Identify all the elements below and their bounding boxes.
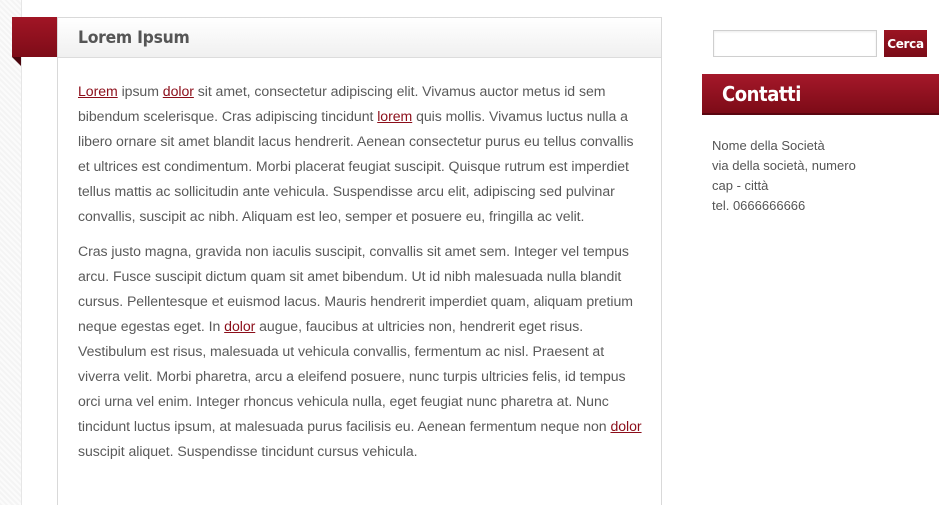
paragraph-text: quis mollis. Vivamus luctus nulla a libero ornare sit amet blandit lacus hendrerit. Aenean consectetur purus eu tellus convallis et ultrices est condimentum. Morbi placerat feugiat suscipit. Quisque rutrum est imperdiet tellus mattis ac sollicitudin ante vehicula. Suspendisse arcu elit, adipiscing sed pulvinar convallis, suscipit ac nibh. Aliquam est leo, semper et posuere eu, fringilla ac velit. [78, 108, 634, 224]
paragraph [78, 239, 645, 464]
paragraph-text: suscipit aliquet. Suspendisse tincidunt cursus vehicula. [78, 443, 418, 459]
article-ribbon [12, 17, 58, 57]
inline-link[interactable]: dolor [162, 83, 194, 99]
contact-phone: tel. 0666666666 [712, 198, 806, 213]
inline-link[interactable]: dolor [224, 318, 256, 334]
contact-company: Nome della Società [712, 138, 825, 153]
article-body [58, 58, 661, 464]
contacts-widget-title: Contatti [722, 81, 801, 106]
left-decorative-stripe [0, 0, 22, 505]
search-button[interactable]: Cerca [884, 30, 927, 57]
inline-link[interactable]: Lorem [78, 83, 118, 99]
contacts-info [712, 136, 856, 216]
inline-link[interactable]: lorem [377, 108, 413, 124]
search-input[interactable] [713, 30, 877, 57]
article-title: Lorem Ipsum [78, 27, 190, 48]
paragraph-text: sit amet, consectetur adipiscing elit. Vivamus auctor metus id sem bibendum scelerisque. Cras adipiscing tincidunt [78, 83, 606, 124]
article-box [57, 17, 662, 505]
contact-city: cap - città [712, 178, 769, 193]
paragraph-text: Cras justo magna, gravida non iaculis suscipit, convallis sit amet sem. Integer vel tempus arcu. Fusce suscipit dictum quam sit amet bibendum. Ut id nibh malesuada nulla blandit cursus. Pellentesque et euismod lacus. Mauris hendrerit imperdiet quam, aliquam pretium neque egestas eget. In [78, 243, 633, 334]
paragraph [78, 79, 645, 229]
inline-link[interactable]: dolor [610, 418, 642, 434]
contact-address: via della società, numero [712, 158, 856, 173]
search-form [713, 30, 927, 57]
ribbon-fold [12, 57, 21, 66]
contacts-widget-header [702, 74, 939, 115]
paragraph-text: augue, faucibus at ultricies non, hendrerit eget risus. Vestibulum est risus, malesuada ut vehicula convallis, fermentum ac nisl. Praesent at viverra velit. Morbi pharetra, arcu a eleifend posuere, nunc turpis ultricies felis, id tempus orci urna vel enim. Integer rhoncus vehicula nulla, eget feugiat nunc pharetra at. Nunc tincidunt luctus ipsum, at malesuada purus facilisis eu. Aenean fermentum neque non [78, 318, 626, 434]
paragraph-text: ipsum [117, 83, 163, 99]
article-header [58, 18, 661, 58]
